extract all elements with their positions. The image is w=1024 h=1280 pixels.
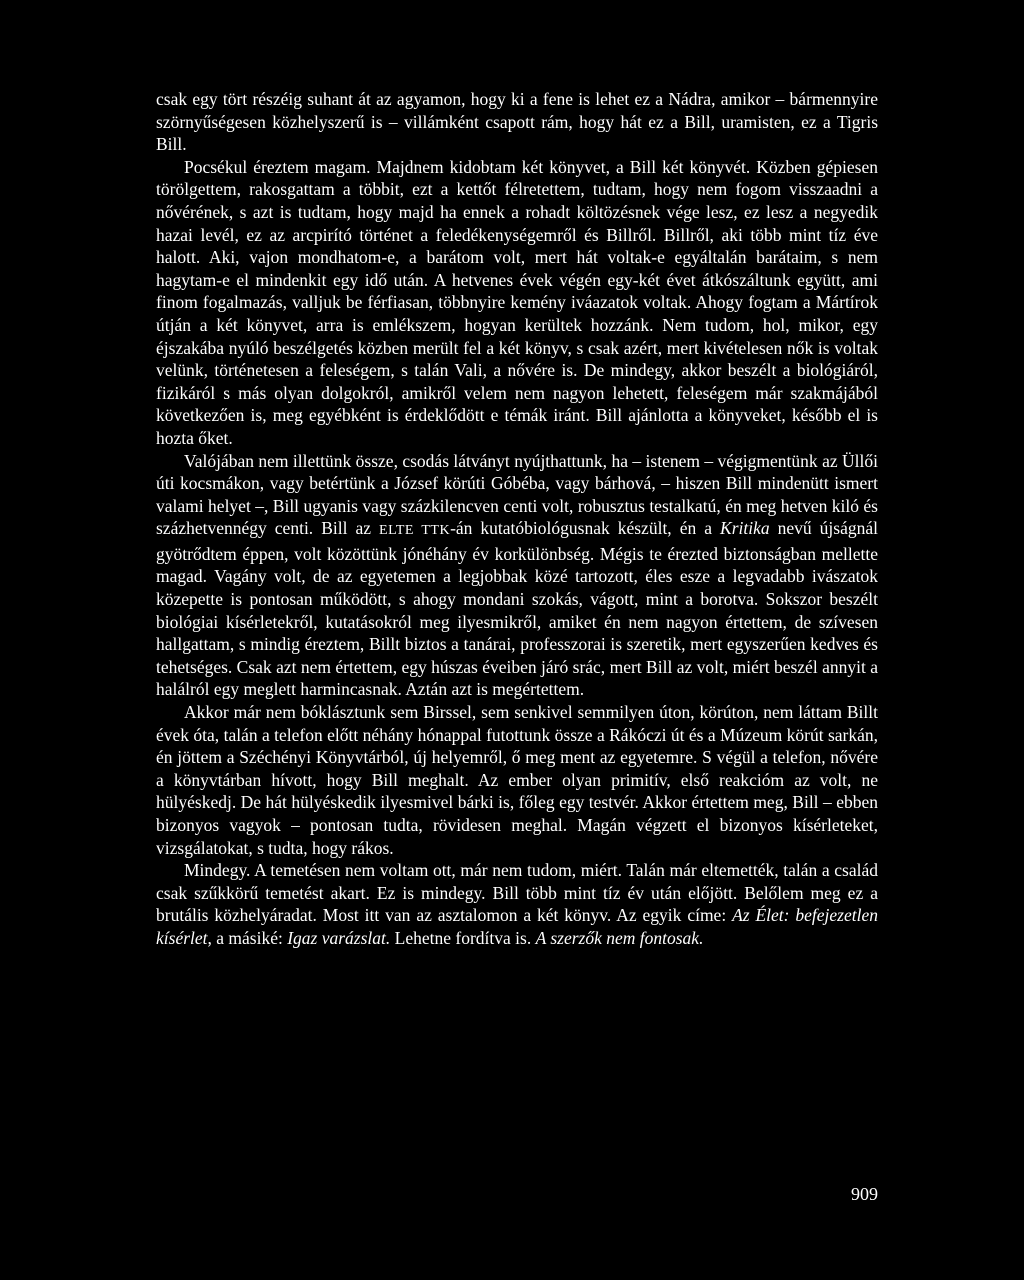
text-run: Pocsékul éreztem magam. Majdnem kidobtam két könyvet, a Bill két könyvét. Közben gépiesen törölgettem, rakosgattam a többit, ezt a kettőt félretettem, tudtam, hogy nem fogom visszaadni a nővérének, s azt is tudtam, hogy majd ha ennek a rohadt költözésnek vége lesz, ez lesz a negyedik hazai levél, ez az arcpirító történet a feledékenységemről és Billről. Billről, aki több mint tíz éve halott. Aki, vajon mondhatom-e, a barátom volt, mert hát voltak-e egyáltalán barátaim, s nem hagytam-e el mindenkit egy idő után. A hetvenes évek végén egy-két évet átkószáltunk együtt, ami finom fogalmazás, valljuk be férfiasan, többnyire kemény iváazatok voltak. Ahogy fogtam a Mártírok útján a két könyvet, arra is emlékszem, hogyan kerültek hozzánk. Nem tudom, hol, mikor, egy éjszakába nyúló beszélgetés közben merült fel a két könyv, s csak azért, mert kivételesen nők is voltak velünk, történetesen a feleségem, s talán Vali, a nővére is. De mindegy, akkor beszélt a biológiáról, fizikáról s más olyan dolgokról, amikről velem nem nagyon lehetett, feleségem már szakmájából következően is, meg egyébként is érdeklődött e témák iránt. Bill ajánlotta a könyveket, később el is hozta őket.	[156, 156, 878, 448]
paragraph-3	[156, 450, 878, 702]
paragraph-1	[156, 88, 878, 156]
page-number: 909	[851, 1184, 878, 1204]
text-run: Valójában nem illettünk össze, csodás látványt nyújthattunk, ha – istenem – végigmentünk az Üllői úti kocsmákon, vagy betértünk a József körúti Góbéba, vagy bárhová, – hiszen Bill mindenütt ismert valami helyet –, Bill ugyanis vagy százkilencven centi volt, robusztus testalkatú, én meg hetven kiló és százhetvennégy centi. Bill az	[156, 450, 878, 539]
text-run: Mindegy. A temetésen nem voltam ott, már nem tudom, miért. Talán már eltemették, talán a család csak szűkkörű temetést akart. Ez is mindegy. Bill több mint tíz év után előjött. Belőlem meg ez a brutális közhelyáradat. Most itt van az asztalomon a két könyv. Az egyik címe:	[156, 860, 878, 926]
paragraph-2	[156, 156, 878, 450]
text-run: Akkor már nem bóklásztunk sem Birssel, sem senkivel semmilyen úton, körúton, nem láttam Billt évek óta, talán a telefon előtt néhány hónappal futottunk össze a Rákóczi út és a Múzeum körút sarkán, én jöttem a Széchényi Könyvtárból, új helyemről, ő meg ment az egyetemre. S végül a telefon, nővére a könyvtárban hívott, hogy Bill meghalt. Az ember olyan primitív, első reakcióm az volt, ne hülyéskedj. De hát hülyéskedik ilyesmivel bárki is, főleg egy testvér. Akkor értettem meg, Bill – ebben bizonyos vagyok – pontosan tudta, rövidesen meghal. Magán végzett el bizonyos kísérleteket, vizsgálatokat, s tudta, hogy rákos.	[156, 702, 878, 858]
body-text	[156, 88, 878, 950]
italic-title-run: Az Élet: befejezetlen kísérlet	[156, 905, 878, 948]
text-run: nevű újságnál gyötrődtem éppen, volt közöttünk jónéhány év korkülönbség. Mégis te érezted biztonságban mellette magad. Vagány volt, de az egyetemen a legjobbak közé tartozott, éles esze a legvadabb ivászatok közepette is pontosan működött, s ahogy mondani szokás, vágott, mint a borotva. Sokszor beszélt biológiai kísérletekről, kutatásokról meg ilyesmikről, amiket én nem nagyon értettem, de szívesen hallgattam, s mindig éreztem, Billt biztos a tanárai, professzorai is szeretik, mert egyszerűen kedves és tehetséges. Csak azt nem értettem, egy húszas éveiben járó srác, mert Bill az volt, miért beszél annyit a halálról egy meglett harmincasnak. Aztán azt is megértettem.	[156, 518, 878, 700]
text-run: -án kutatóbiológusnak készült, én a	[450, 518, 721, 539]
paragraph-5	[156, 859, 878, 949]
italic-run: A szerzők nem fontosak.	[535, 927, 704, 948]
italic-title-run: Igaz varázslat.	[287, 927, 391, 948]
text-run: csak egy tört részéig suhant át az agyamon, hogy ki a fene is lehet ez a Nádra, amikor – bármennyire szörnyűségesen közhelyszerű is – villámként csapott rám, hogy hát ez a Bill, uramisten, ez a Tigris Bill.	[156, 89, 878, 155]
paragraph-4	[156, 701, 878, 859]
text-run: , a másiké:	[207, 927, 288, 948]
small-caps-run: ELTE TTK	[379, 523, 451, 539]
italic-title-run: Kritika	[720, 518, 770, 539]
text-run: Lehetne fordítva is.	[390, 927, 536, 948]
